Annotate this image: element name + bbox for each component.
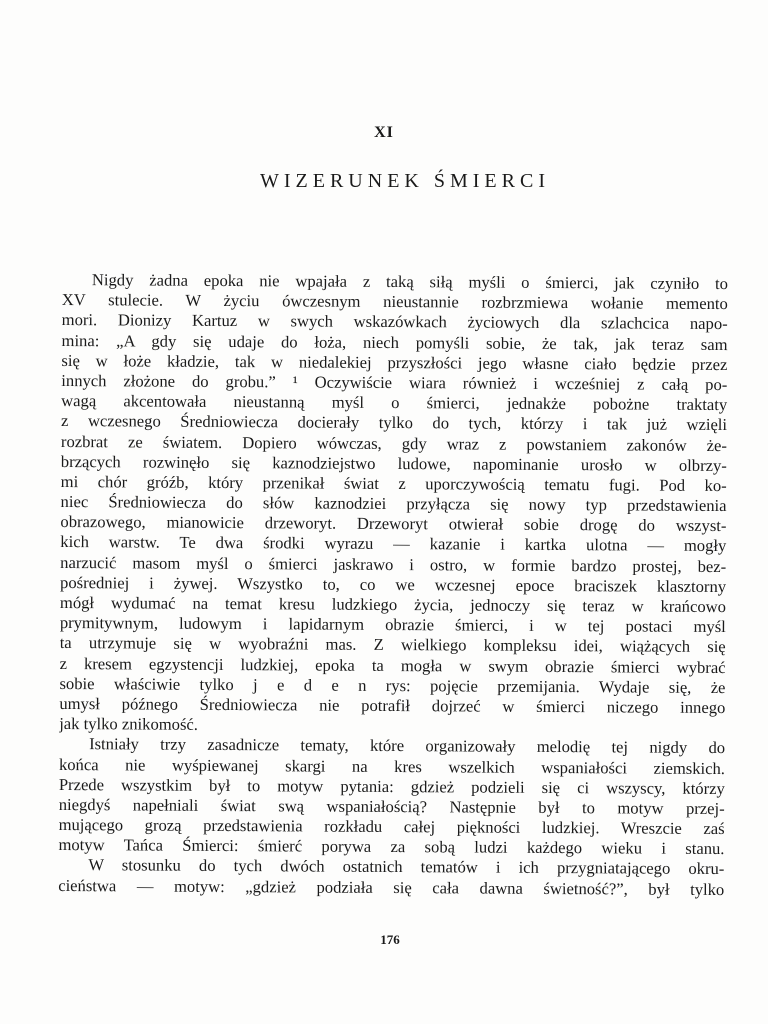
text-line: Istniały trzy zasadnicze tematy, które organizowały melodię tej nigdy do	[89, 734, 726, 758]
text-line: ta utrzymuje się w wyobraźni mas. Z wielkiego kompleksu idei, wiążących się	[59, 633, 726, 657]
text-line: mina: „A gdy się udaje do łoża, niech pomyśli sobie, że tak, jak teraz sam	[61, 330, 728, 354]
text-line: z kresem egzystencji ludzkiej, epoka ta mogła w swym obrazie śmierci wybrać	[59, 653, 726, 677]
text-line: brzących rozwinęło się kaznodziejstwo ludowe, napominanie urosło w olbrzy-	[60, 451, 727, 475]
text-line: obrazowego, mianowicie drzeworyt. Drzeworyt otwierał sobie drogę do wszyst-	[60, 512, 727, 536]
text-line: się w łoże kładzie, tak w niedalekiej przyszłości jego własne ciało będzie przez	[61, 350, 728, 374]
text-line: prymitywnym, ludowym i lapidarnym obrazie śmierci, i w tej postaci myśl	[59, 613, 726, 637]
text-line: innych złożone do grobu.” ¹ Oczywiście wiara również i wcześniej z całą po-	[61, 370, 728, 395]
text-line: Przede wszystkim był to motyw pytania: gdzież podzieli się ci wszyscy, którzy	[58, 774, 725, 798]
text-line: rozbrat ze światem. Dopiero wówczas, gdy wraz z powstaniem zakonów że-	[60, 431, 728, 455]
text-line: motyw Tańca Śmierci: śmierć porywa za sobą ludzi każdego wieku i stanu.	[58, 835, 725, 859]
text-line: końca nie wyśpiewanej skargi na kres wszelkich wspaniałości ziemskich.	[58, 754, 726, 778]
text-line: cieństwa — motyw: „gdzież podziała się cała dawna świetność?”, był tylko	[58, 875, 725, 899]
text-line: Nigdy żadna epoka nie wpajała z taką siłą myśli o śmierci, jak czyniło to	[91, 270, 728, 294]
text-line: mori. Dionizy Kartuz w swych wskazówkach życiowych dla szlachcica napo-	[61, 310, 728, 334]
text-line: W stosunku do tych dwóch ostatnich tematów i ich przygniatającego okru-	[88, 855, 725, 879]
text-line: sobie właściwie tylko j e d e n rys: pojęcie przemijania. Wydaje się, że	[59, 673, 726, 697]
chapter-number: XI	[374, 124, 394, 141]
text-line: wagą akcentowała nieustanną myśl o śmierci, jednakże pobożne traktaty	[61, 391, 728, 415]
page-number: 176	[380, 932, 400, 947]
text-line: kich warstw. Te dwa środki wyrazu — kazanie i kartka ulotna — mogły	[60, 532, 727, 556]
text-line: jak tylko znikomość.	[59, 714, 199, 734]
chapter-title: WIZERUNEK ŚMIERCI	[260, 170, 550, 192]
text-line: z wczesnego Średniowiecza docierały tylko do tych, którzy i tak już wzięli	[61, 411, 728, 435]
text-line: XV stulecie. W życiu ówczesnym nieustannie rozbrzmiewa wołanie memento	[61, 290, 728, 314]
text-line: narzucić masom myśl o śmierci jaskrawo i ostro, w formie bardzo prostej, bez-	[60, 552, 727, 576]
text-line: niegdyś napełniali świat swą wspaniałością? Następnie był to motyw przej-	[58, 794, 725, 818]
text-line: mującego grozą przedstawienia rozkładu całej piękności ludzkiej. Wreszcie zaś	[58, 815, 725, 839]
text-line: umysł późnego Średniowiecza nie potrafił dojrzeć w śmierci niczego innego	[59, 693, 726, 717]
text-line: niec Średniowiecza do słów kaznodziei przyłącza się nowy typ przedstawienia	[60, 492, 727, 516]
text-line: pośredniej i żywej. Wszystko to, co we wczesnej epoce braciszek klasztorny	[60, 572, 727, 596]
body-text	[58, 270, 728, 900]
text-line: mógł wydumać na temat kresu ludzkiego życia, jednoczy się teraz w krańcowo	[59, 592, 727, 617]
text-line: mi chór gróźb, który przenikał świat z uporczywością tematu fugi. Pod ko-	[60, 471, 727, 495]
